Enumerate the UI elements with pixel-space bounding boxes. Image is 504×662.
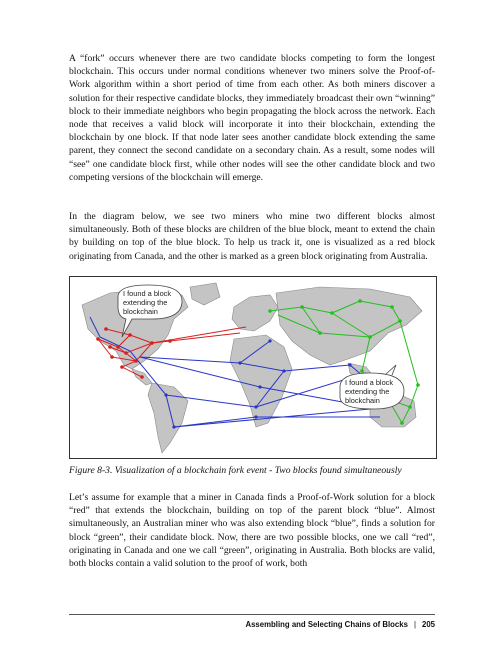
south-america (148, 383, 188, 453)
callout-canada-line-2: extending the (123, 298, 168, 307)
page-footer (69, 620, 435, 629)
callout-australia-line-2: extending the (345, 387, 390, 396)
paragraph-example: Let’s assume for example that a miner in Canada finds a Proof-of-Work solution for a block “red” that extends the blockchain, building on top of the parent block “blue”. Almost simultaneously, an Australian miner who was also extending block “blue”, finds a solution for block “green”, their candidate block. Now, there are two possible blocks, one we call “red”, originating in Canada and one we call “green”, originating in Australia. Both blocks are valid, both blocks contain a valid solution to the proof of work, both (69, 492, 435, 570)
europe (232, 295, 278, 331)
callout-canada-line-3: blockchain (123, 307, 158, 316)
callout-australia-line-1: I found a block (345, 378, 394, 387)
footer-section-title: Assembling and Selecting Chains of Blocks (245, 620, 408, 629)
callout-australia-line-3: blockchain (345, 396, 380, 405)
callout-canada-line-1: I found a block (123, 289, 172, 298)
greenland (190, 283, 220, 305)
fork-map-figure (69, 276, 437, 459)
world-map-svg (70, 277, 436, 458)
paragraph-fork-intro: A “fork” occurs whenever there are two candidate blocks competing to form the longest blockchain. This occurs under normal conditions whenever two miners solve the Proof-of-Work algorithm within a short period of time from each other. As both miners discover a solution for their respective candidate blocks, they immediately broadcast their own “winning” block to their immediate neighbors who begin propagating the block across the network. Each node that receives a valid block will incorporate it into their blockchain, extending the blockchain by one block. If that node later sees another candidate block extending the same parent, they connect the second candidate on a secondary chain. As a result, some nodes will “see” one candidate block first, while other nodes will see the other candidate block and two competing versions of the blockchain will emerge. (69, 53, 435, 183)
paragraph-diagram-intro: In the diagram below, we see two miners who mine two different blocks almost simultaneously. Both of these blocks are children of the blue block, meant to extend the chain by building on top of the blue block. To help us track it, one is visualized as a red block originating from Canada, and the other is marked as a green block originating from Australia. (69, 211, 435, 262)
figure-caption: Figure 8-3. Visualization of a blockchain fork event - Two blocks found simultaneously (69, 465, 402, 476)
africa (230, 335, 292, 427)
asia (276, 287, 422, 365)
footer-separator: | (413, 620, 416, 629)
page-number: 205 (421, 620, 435, 629)
footer-divider (69, 614, 435, 615)
